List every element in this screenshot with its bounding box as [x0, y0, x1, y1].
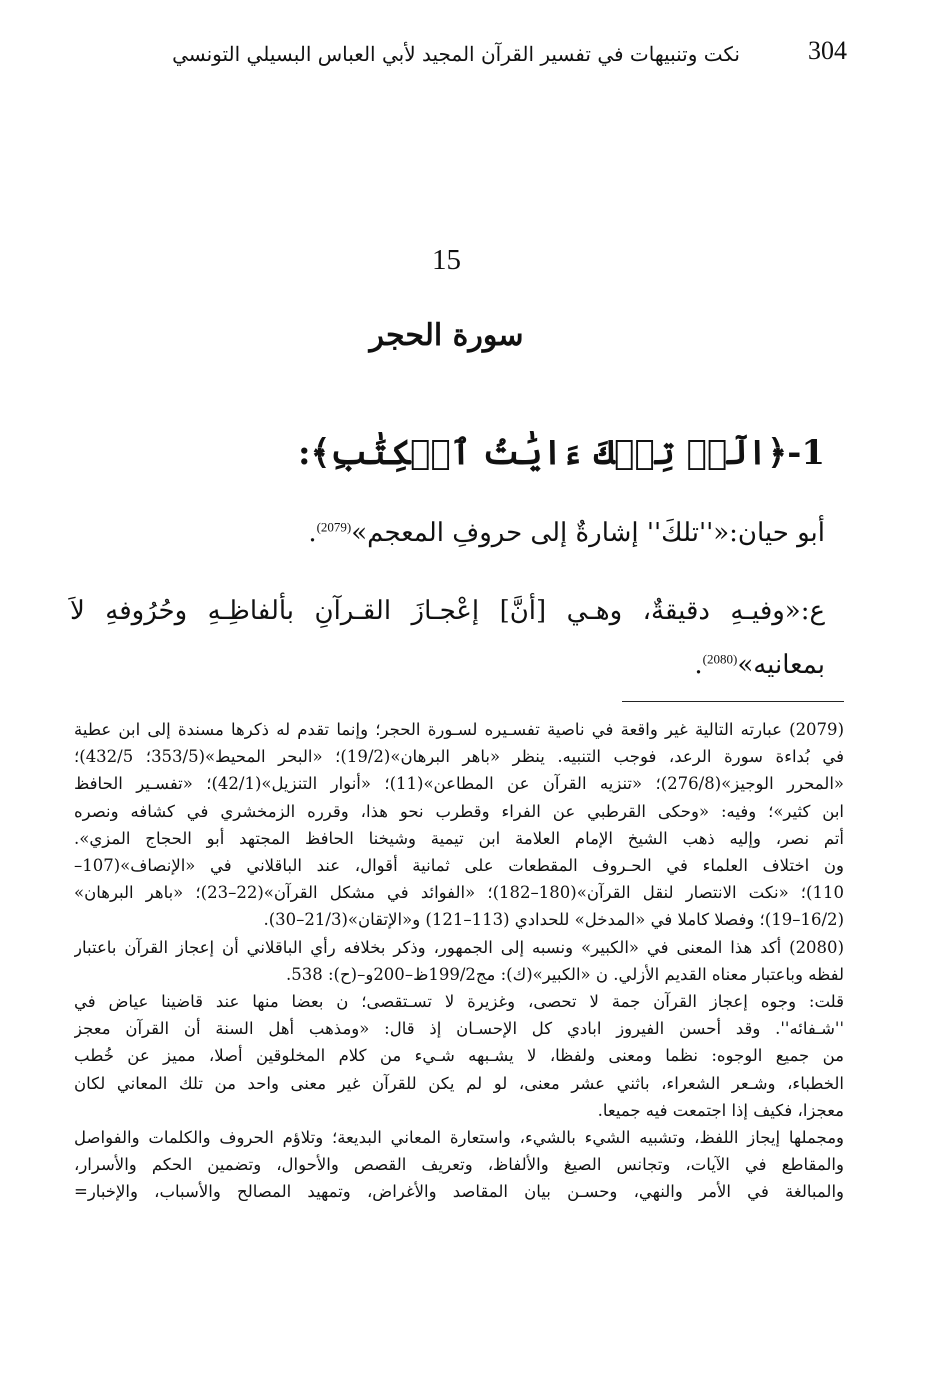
surah-title: سورة الحجر: [369, 318, 524, 353]
footnote-line: ''شـفائه''. وقد أحسن الفيروز ابادي كل الإحسـان إذ قال: «ومذهب أهل السنة أن القرآن معجز: [74, 1019, 844, 1039]
footnote-separator: [622, 701, 844, 702]
footnote-2079: [74, 716, 844, 934]
body-punctuation: .: [694, 650, 703, 680]
body-line-abu-hayyan: [308, 518, 825, 548]
footnote-line: «المحرر الوجيز»(276/8)؛ «تنزيه القرآن عن المطاعن»(11)؛ «أنوار التنزيل»(42/1)؛ «تفسـير الحافظ: [74, 774, 844, 794]
footnote-line: في بُداءة سورة الرعد، فوجب التنبيه. ينظر «باهر البرهان»(19/2)؛ «البحر المحيط»(353/5؛ 432/5)؛: [74, 747, 844, 767]
body-line-comment: [70, 596, 825, 626]
footnote-line: ومجملها إيجاز اللفظ، وتشبيه الشيء بالشيء، واستعارة المعاني البديعة؛ وتلاؤم الحروف والكلمات والفواصل: [74, 1128, 844, 1148]
running-header-title: نكت وتنبيهات في تفسير القرآن المجيد لأبي العباس البسيلي التونسي: [172, 42, 740, 66]
footnote-2080: [74, 934, 844, 1206]
footnote-line: (16/2–19)؛ وفصلا كاملا في «المدخل» للحدادي (113–121) و«الإتقان»(21/3–30).: [263, 910, 844, 930]
running-header: [150, 30, 850, 80]
body-text: ع:«وفيـهِ دقيقةٌ، وهـي [أنَّ] إعْجـازَ القـرآنِ بألفاظِـهِ وحُرُوفهِ لاَ: [70, 596, 825, 626]
body-text: بمعانيه»: [737, 650, 825, 680]
footnote-line: الخطباء، وشـعر الشعراء، باثني عشر معنى، لو لم يكن للقرآن غير معنى واحد من تلك المعاني لكان: [74, 1073, 844, 1093]
footnotes-block: [74, 716, 844, 1206]
footnote-line: والمبالغة في الأمر والنهي، وحسـن بيان المقاصد والأغراض، وتمهيد المصالح والأسباب، والإخبار=: [74, 1182, 844, 1202]
footnote-line: (2080) أكد هذا المعنى في «الكبير» ونسبه إلى الجمهور، وذكر بخلافه رأي الباقلاني أن إعجاز القرآن باعتبار: [74, 937, 844, 957]
footnote-line: والمقاطع في الآيات، وتجانس الصيغ والألفاظ، وتعريف القصص والأحوال، وتضمين الحكم والأسرار،: [74, 1155, 844, 1175]
footnote-line: ون اختلاف العلماء في الحـروف المقطعات على ثمانية أقوال، عند الباقلاني في «الإنصاف»(107–: [74, 856, 844, 876]
footnote-line: (2079) عبارته التالية غير واقعة في ناصية تفسـيره لسـورة الحجر؛ وإنما تقدم له ذكرها مسندة إلى ابن عطية: [74, 720, 844, 739]
footnote-line: 110)؛ «نكت الانتصار لنقل القرآن»(180–182)؛ «الفوائد في مشكل القرآن»(22–23)؛ «باهر البرهان»: [74, 883, 844, 903]
footnote-line: لفظه وباعتبار معناه القديم الأزلي. ن «الكبير»(ك): مج199/2ظ–200و–(ح): 538.: [286, 964, 844, 984]
body-line-comment-end: [694, 650, 825, 680]
footnote-ref-2079[interactable]: (2079): [316, 519, 352, 535]
footnote-line: من جميع الوجوه: نظما ومعنى ولفظا، لا يشـبهه شـيء من كلام المخلوقين أصلا، مميز عن خُطب: [74, 1046, 844, 1066]
footnote-line: أتم نصر، وإليه ذهب الشيخ الإمام العلامة ابن تيمية وشيخنا الحافظ المجتهد أبو الحجاج المزي».: [74, 828, 844, 848]
footnote-ref-2080[interactable]: (2080): [702, 651, 738, 667]
body-punctuation: .: [308, 518, 317, 548]
page-number: 304: [808, 36, 847, 65]
body-text: أبو حيان:«''تلكَ'' إشارةٌ إلى حروفِ المعجم»: [351, 518, 825, 548]
footnote-line: قلت: وجوه إعجاز القرآن جمة لا تحصى، وغزيرة لا تسـتقصى؛ ن بعضا منها عند قاضينا عياض في: [74, 992, 844, 1012]
verse-heading: 1-﴿الٓرۚ تِلۡكَ ءَايَٰتُ ٱلۡكِتَٰبِ﴾:: [297, 433, 825, 473]
footnote-line: معجزا، فكيف إذا اجتمعت فيه جميعا.: [597, 1100, 844, 1120]
chapter-number: 15: [432, 244, 461, 276]
footnote-line: ابن كثير»؛ وفيه: «وحكى القرطبي عن الفراء وقطرب نحو هذا، وقرره الزمخشري في كشافه ونصره: [74, 801, 844, 821]
